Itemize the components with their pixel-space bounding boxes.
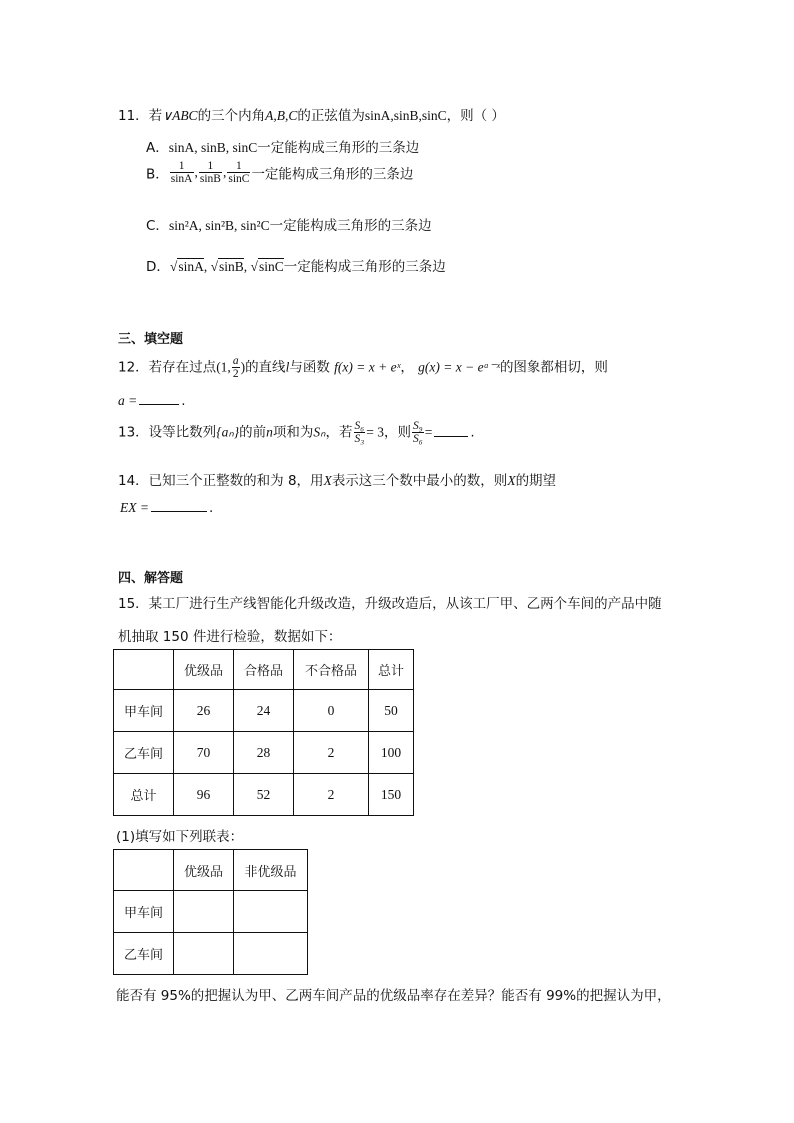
q11-stem: 11．若∨ABC的三个内角A,B,C的正弦值为sinA,sinB,sinC，则（ ） (118, 108, 505, 124)
fraction: $\frac{1}{\sin C}$ (228, 160, 250, 186)
table-row: 乙车间 (114, 933, 308, 975)
empty-cell[interactable] (174, 933, 234, 975)
fraction: $\frac{a}{2}$ (232, 355, 239, 381)
q12-answer: a = . (118, 393, 186, 409)
data-table (113, 649, 414, 816)
q15-last-line: 能否有 95%的把握认为甲、乙两车间产品的优级品率存在差异？能否有 99%的把握认为甲， (116, 988, 671, 1004)
table-row: 总计 96 52 2 150 (114, 774, 414, 816)
q11-option-d: D．√sinA, √sinB, √sinC一定能构成三角形的三条边 (146, 259, 446, 275)
table-header-row: 优级品 合格品 不合格品 总计 (114, 650, 414, 690)
table-header-row: 优级品 非优级品 (114, 850, 308, 891)
q15-line1: 15．某工厂进行生产线智能化升级改造，升级改造后，从该工厂甲、乙两个车间的产品中随 (118, 596, 662, 612)
section-heading-solutions: 四、解答题 (118, 571, 184, 586)
section-heading-fill-in: 三、填空题 (118, 332, 184, 347)
answer-blank (434, 435, 468, 437)
q11-option-c: C．sin²A, sin²B, sin²C一定能构成三角形的三条边 (146, 218, 432, 234)
table-row: 甲车间 26 24 0 50 (114, 690, 414, 732)
q14-stem: 14．已知三个正整数的和为 8，用X表示这三个数中最小的数，则X的期望 (118, 473, 557, 489)
empty-cell[interactable] (234, 891, 308, 933)
fraction: $\frac{\text{S₆}}{\text{S₃}}$ (354, 420, 365, 446)
answer-blank (139, 403, 179, 405)
fraction: $\frac{\text{S₉}}{\text{S₆}}$ (413, 420, 423, 446)
q11-option-a: A．sinA, sinB, sinC一定能构成三角形的三条边 (146, 140, 420, 156)
answer-blank (151, 510, 207, 512)
table-row: 乙车间 70 28 2 100 (114, 732, 414, 774)
q15-line2: 机抽取 150 件进行检验，数据如下： (118, 629, 342, 645)
table-row: 甲车间 (114, 891, 308, 933)
empty-cell[interactable] (234, 933, 308, 975)
q15-subquestion-1: (1)填写如下列联表： (116, 829, 244, 845)
q14-answer: EX = . (120, 500, 214, 516)
q12-stem: 12．若存在过点(1, $\frac{a}{2}$ )的直线l与函数 f(x) = x + eˣ， g(x) = x − eᵃ⁻ˣ的图象都相切，则 (118, 355, 608, 381)
contingency-table (113, 849, 308, 975)
q11-option-b: B． $\frac{1}{\sin A}$ , $\frac{1}{\sin B}$ , $\frac{1}{\sin C}$ 一定能构成三角形的三条边 (146, 160, 414, 186)
empty-cell[interactable] (174, 891, 234, 933)
fraction: $\frac{1}{\sin B}$ (199, 160, 221, 186)
q13-stem: 13．设等比数列{aₙ}的前n项和为Sₙ，若 $\frac{\text{S₆}}{\text{S₃}}$ = 3，则 $\frac{\text{S₉}}{\text{S₆}}$ = . (118, 420, 475, 446)
fraction: $\frac{1}{\sin A}$ (170, 160, 193, 186)
